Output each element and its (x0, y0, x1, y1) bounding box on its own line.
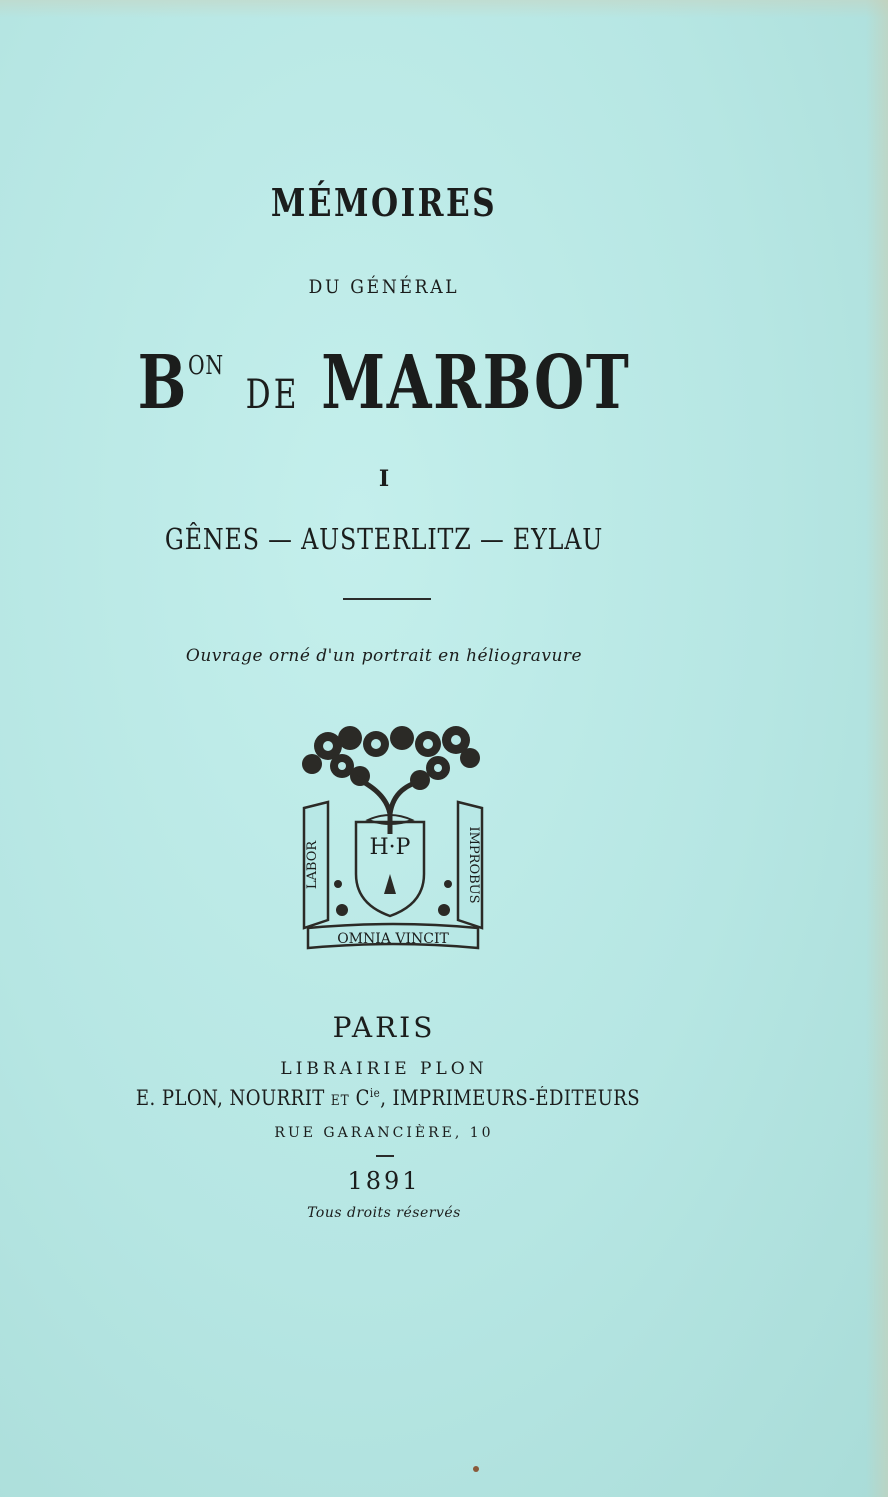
device-banner-right: IMPROBUS (466, 826, 481, 904)
device-banner-bottom: OMNIA VINCIT (337, 931, 449, 947)
imprint-printers-c: C (355, 1086, 370, 1110)
imprint-printers-role: , IMPRIMEURS-ÉDITEURS (380, 1086, 641, 1110)
imprint-printers (58, 1086, 718, 1110)
paper-speck (473, 1466, 479, 1472)
paper-edge-right (866, 0, 888, 1497)
author-particle: DE (245, 372, 300, 418)
author-prefix-sup: ON (187, 351, 224, 381)
divider-rule (343, 598, 431, 600)
imprint-printers-names: E. PLON, NOURRIT (135, 1086, 325, 1110)
volume-title: GÊNES — AUSTERLITZ — EYLAU (164, 522, 604, 556)
author-surname: MARBOT (321, 340, 631, 426)
imprint-rights: Tous droits réservés (307, 1205, 461, 1221)
ornament-note: Ouvrage orné d'un portrait en héliogravure (185, 646, 583, 666)
divider-short-rule (376, 1155, 394, 1157)
imprint-city: PARIS (332, 1011, 436, 1044)
publisher-device-icon (298, 724, 488, 954)
imprint-printers-c-sup: ie (369, 1086, 381, 1100)
imprint-publisher: LIBRAIRIE PLON (280, 1059, 488, 1079)
author-name (84, 340, 683, 426)
author-rank: DU GÉNÉRAL (308, 276, 460, 298)
book-title: MÉMOIRES (270, 180, 498, 225)
device-banner-left: LABOR (305, 840, 320, 890)
imprint-address: RUE GARANCIÈRE, 10 (274, 1125, 494, 1141)
volume-number: I (378, 466, 390, 492)
author-prefix: B (137, 340, 188, 426)
device-monogram: H·P (369, 835, 411, 860)
imprint-year: 1891 (347, 1167, 421, 1195)
imprint-printers-et: ET (330, 1093, 350, 1109)
paper-edge-top (0, 0, 888, 18)
